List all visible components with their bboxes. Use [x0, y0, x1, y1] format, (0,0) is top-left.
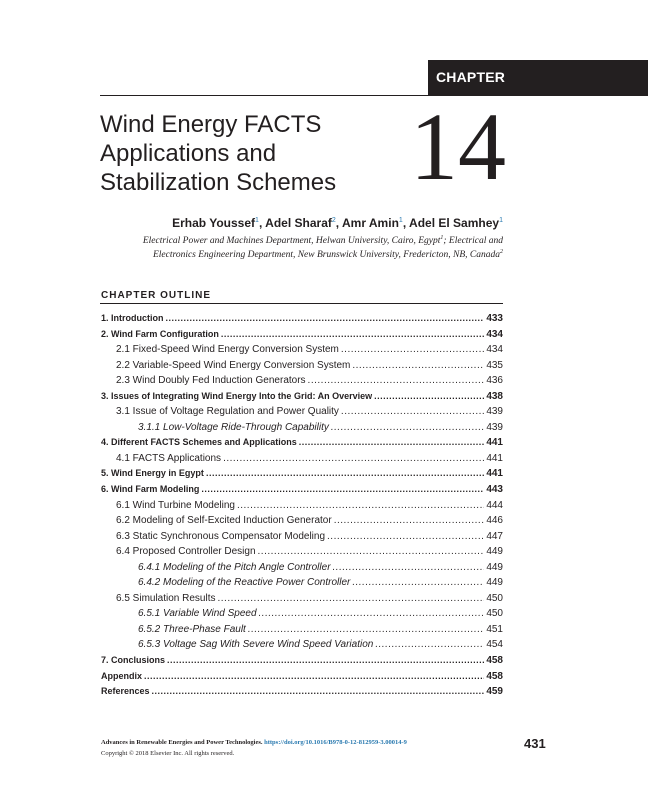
toc-entry[interactable]: [101, 513, 503, 529]
toc-entry-page: 434: [486, 328, 503, 340]
toc-leader-dots: [223, 451, 484, 467]
toc-entry-label: 2.1 Fixed-Speed Wind Energy Conversion System: [116, 344, 339, 356]
toc-entry-label: 6.3 Static Synchronous Compensator Modeling: [116, 530, 326, 542]
toc-entry[interactable]: [101, 684, 503, 700]
chapter-title-line: Applications and: [100, 140, 277, 167]
toc-leader-dots: [237, 498, 484, 514]
toc-entry-page: 439: [486, 421, 503, 433]
toc-entry-page: 449: [486, 561, 503, 573]
toc-entry-label: 6.4 Proposed Controller Design: [116, 546, 256, 558]
toc-entry-page: 449: [486, 577, 503, 589]
toc-entry-page: 458: [486, 670, 503, 682]
toc-entry-page: 438: [486, 390, 503, 402]
toc-entry-page: 436: [486, 375, 503, 387]
toc-entry-label: 3.1 Issue of Voltage Regulation and Power Quality: [116, 406, 339, 418]
author-affil-marker[interactable]: 1: [255, 217, 259, 224]
toc-entry[interactable]: [101, 373, 503, 389]
author-affil-marker[interactable]: 2: [331, 217, 336, 224]
toc-entry[interactable]: [101, 591, 503, 607]
toc-entry-page: 449: [486, 546, 503, 558]
toc-entry-label: References: [101, 686, 150, 697]
toc-entry-page: 459: [486, 686, 503, 698]
outline-heading: CHAPTER OUTLINE: [101, 290, 211, 301]
toc-entry[interactable]: [101, 653, 503, 669]
toc-entry[interactable]: [101, 451, 503, 467]
toc-leader-dots: [152, 684, 485, 700]
toc-leader-dots: [299, 435, 485, 451]
toc-entry-page: 441: [486, 437, 503, 449]
toc-leader-dots: [334, 513, 485, 529]
toc-entry-label: 2. Wind Farm Configuration: [101, 328, 219, 339]
toc-entry-label: Appendix: [101, 670, 143, 681]
toc-entry-label: 6.5.1 Variable Wind Speed: [138, 608, 257, 620]
toc-entry[interactable]: [101, 669, 503, 685]
author-name: Erhab Youssef: [172, 216, 256, 230]
chapter-title-line: Wind Energy FACTS: [100, 111, 322, 138]
toc-entry-label: 6.5.2 Three-Phase Fault: [138, 623, 246, 635]
affiliation-text: ; Electrical and: [443, 236, 503, 246]
title-divider: [100, 95, 428, 96]
toc-entry-label: 2.2 Variable-Speed Wind Energy Conversion System: [116, 359, 351, 371]
toc-leader-dots: [166, 311, 485, 327]
toc-leader-dots: [341, 404, 484, 420]
toc-entry[interactable]: [101, 466, 503, 482]
toc-entry[interactable]: [101, 575, 503, 591]
author-name: Adel Sharaf: [265, 216, 332, 230]
toc-entry-page: 458: [486, 655, 503, 667]
toc-leader-dots: [221, 327, 484, 343]
affiliation-marker: 2: [500, 248, 503, 255]
toc-entry-page: 441: [486, 468, 503, 480]
doi-link[interactable]: https://doi.org/10.1016/B978-0-12-812959-3.00014-9: [264, 739, 407, 746]
toc-leader-dots: [259, 606, 485, 622]
toc-leader-dots: [375, 637, 484, 653]
toc-leader-dots: [206, 466, 484, 482]
affiliation-line: [153, 250, 503, 260]
author-affil-marker[interactable]: 1: [398, 217, 403, 224]
toc-entry-label: 6.4.1 Modeling of the Pitch Angle Controller: [138, 561, 331, 573]
toc-entry-label: 5. Wind Energy in Egypt: [101, 468, 204, 479]
author-list: Erhab Youssef$^1$, Adel Sharaf$^2$, Amr Amin$^1$, Adel El Samhey$^1$: [172, 216, 503, 230]
toc-entry[interactable]: [101, 637, 503, 653]
outline-divider: [100, 303, 503, 304]
toc-leader-dots: [333, 560, 485, 576]
chapter-title: [100, 110, 336, 197]
toc-entry-page: 454: [486, 639, 503, 651]
toc-entry-label: 4.1 FACTS Applications: [116, 452, 222, 464]
toc-leader-dots: [352, 575, 484, 591]
toc-leader-dots: [258, 544, 485, 560]
affiliation-marker: 1: [440, 234, 444, 241]
toc-entry-label: 6.5.3 Voltage Sag With Severe Wind Speed Variation: [138, 639, 374, 651]
toc-entry[interactable]: [101, 327, 503, 343]
toc-entry-page: 434: [486, 344, 503, 356]
toc-leader-dots: [167, 653, 484, 669]
toc-entry-label: 6. Wind Farm Modeling: [101, 484, 200, 495]
toc-leader-dots: [327, 529, 484, 545]
toc-entry-page: 451: [486, 623, 503, 635]
toc-entry-label: 6.1 Wind Turbine Modeling: [116, 499, 235, 511]
toc-entry-page: 435: [486, 359, 503, 371]
chapter-title-line: Stabilization Schemes: [100, 169, 337, 196]
toc-entry[interactable]: [101, 404, 503, 420]
toc-entry-label: 4. Different FACTS Schemes and Applications: [101, 437, 297, 448]
toc-entry[interactable]: [101, 544, 503, 560]
toc-entry[interactable]: [101, 435, 503, 451]
toc-leader-dots: [248, 622, 484, 638]
chapter-label: CHAPTER: [436, 69, 506, 85]
toc-entry-label: 1. Introduction: [101, 313, 164, 323]
toc-leader-dots: [331, 420, 484, 436]
table-of-contents: [101, 311, 503, 700]
toc-leader-dots: [308, 373, 485, 389]
toc-entry[interactable]: [101, 311, 503, 327]
affiliation-text: Electronics Engineering Department, New Brunswick University, Fredericton, NB, Canada: [152, 250, 500, 260]
toc-entry-label: 6.5 Simulation Results: [116, 592, 216, 604]
toc-leader-dots: [144, 669, 484, 685]
toc-entry-label: 3.1.1 Low-Voltage Ride-Through Capability: [138, 421, 329, 433]
footer-copyright: Copyright © 2018 Elsevier Inc. All rights reserved.: [101, 750, 235, 757]
footer-citation: [101, 739, 407, 746]
toc-leader-dots: [218, 591, 485, 607]
toc-entry-label: 6.2 Modeling of Self-Excited Induction Generator: [116, 515, 332, 527]
affiliation-text: Electrical Power and Machines Department, Helwan University, Cairo, Egypt: [142, 236, 441, 246]
toc-entry[interactable]: [101, 482, 503, 498]
toc-entry-label: 7. Conclusions: [101, 655, 166, 666]
author-name: Adel El Samhey: [409, 216, 500, 230]
toc-entry-page: 433: [486, 313, 503, 324]
toc-entry-label: 3. Issues of Integrating Wind Energy Into the Grid: An Overview: [101, 390, 373, 401]
page-number: 431: [524, 736, 546, 751]
footer-book-title: Advances in Renewable Energies and Power Technologies.: [101, 739, 263, 746]
toc-entry-page: 450: [486, 608, 503, 620]
toc-leader-dots: [341, 342, 484, 358]
toc-leader-dots: [374, 389, 484, 405]
toc-entry[interactable]: [101, 420, 503, 436]
toc-entry[interactable]: [101, 389, 503, 405]
toc-entry-page: 443: [486, 484, 503, 496]
toc-leader-dots: [352, 358, 484, 374]
toc-entry[interactable]: [101, 529, 503, 545]
author-name: Amr Amin: [342, 216, 399, 230]
toc-entry[interactable]: [101, 606, 503, 622]
toc-entry[interactable]: [101, 560, 503, 576]
chapter-number: 14: [410, 93, 506, 200]
affiliation-line: [143, 236, 503, 246]
toc-entry-page: 439: [486, 406, 503, 418]
toc-entry[interactable]: [101, 498, 503, 514]
toc-entry[interactable]: [101, 342, 503, 358]
toc-entry-page: 447: [486, 530, 503, 542]
toc-entry-page: 450: [486, 592, 503, 604]
toc-entry-page: 446: [486, 515, 503, 527]
toc-entry-page: 441: [486, 452, 503, 464]
toc-entry-page: 444: [486, 499, 503, 511]
author-affil-marker[interactable]: 1: [499, 217, 503, 224]
toc-leader-dots: [201, 482, 484, 498]
toc-entry[interactable]: [101, 622, 503, 638]
toc-entry-label: 6.4.2 Modeling of the Reactive Power Controller: [138, 577, 351, 589]
toc-entry[interactable]: [101, 358, 503, 374]
toc-entry-label: 2.3 Wind Doubly Fed Induction Generators: [116, 375, 306, 387]
